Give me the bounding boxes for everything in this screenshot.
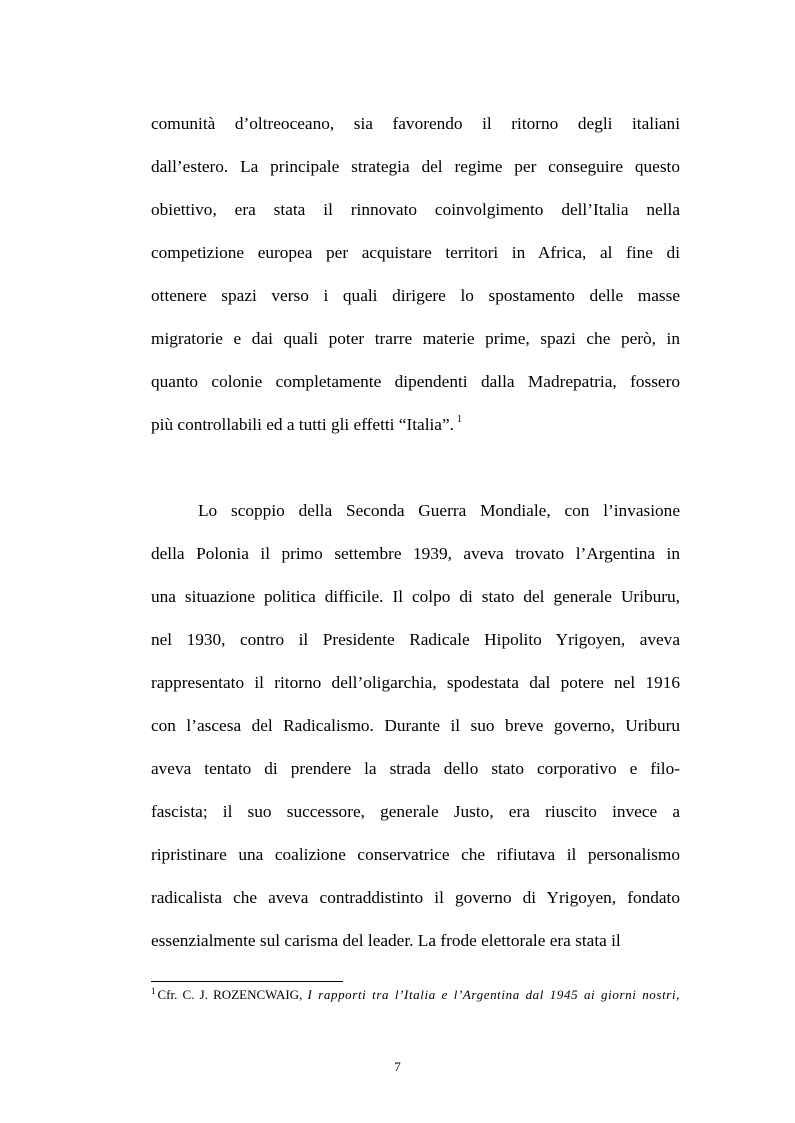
footnote-reference[interactable]: 1 [456, 414, 462, 425]
paragraph-2-line-1: Lo scoppio della Seconda Guerra Mondiale, con l’invasione [198, 501, 680, 520]
paragraph-2-line-11: essenzialmente sul carisma del leader. La frode elettorale era stata il [151, 931, 621, 950]
paragraph-1-line-4: competizione europea per acquistare territori in Africa, al fine di [151, 243, 680, 262]
paragraph-1-line-7: quanto colonie completamente dipendenti dalla Madrepatria, fossero [151, 372, 680, 391]
footnote-title: I rapporti tra l’Italia e l’Argentina dal 1945 ai giorni nostri, [307, 987, 681, 1002]
page-number: 7 [394, 1059, 401, 1074]
paragraph-1-line-3: obiettivo, era stata il rinnovato coinvolgimento dell’Italia nella [151, 200, 680, 219]
paragraph-2-line-2: della Polonia il primo settembre 1939, aveva trovato l’Argentina in [151, 544, 680, 563]
footnote-separator [151, 981, 343, 982]
paragraph-1-line-2: dall’estero. La principale strategia del regime per conseguire questo [151, 157, 680, 176]
paragraph-1-line-1: comunità d’oltreoceano, sia favorendo il ritorno degli italiani [151, 114, 680, 133]
paragraph-1-line-8-text: più controllabili ed a tutti gli effetti “Italia”. [151, 415, 454, 434]
paragraph-2-line-10: radicalista che aveva contraddistinto il governo di Yrigoyen, fondato [151, 888, 680, 907]
paragraph-2-line-8: fascista; il suo successore, generale Justo, era riuscito invece a [151, 802, 680, 821]
footnote-author: Cfr. C. J. ROZENCWAIG, [157, 987, 303, 1002]
footnote [151, 986, 680, 1004]
paragraph-2-line-9: ripristinare una coalizione conservatrice che rifiutava il personalismo [151, 845, 680, 864]
paragraph-1-line-8 [151, 414, 680, 436]
paragraph-2-line-3: una situazione politica difficile. Il colpo di stato del generale Uriburu, [151, 587, 680, 606]
paragraph-2-line-7: aveva tentato di prendere la strada dello stato corporativo e filo- [151, 759, 680, 778]
paragraph-2-line-6: con l’ascesa del Radicalismo. Durante il suo breve governo, Uriburu [151, 716, 680, 735]
paragraph-1-line-6: migratorie e dai quali poter trarre materie prime, spazi che però, in [151, 329, 680, 348]
footnote-number: 1 [151, 986, 156, 996]
paragraph-2-line-4: nel 1930, contro il Presidente Radicale Hipolito Yrigoyen, aveva [151, 630, 680, 649]
paragraph-1-line-5: ottenere spazi verso i quali dirigere lo spostamento delle masse [151, 286, 680, 305]
paragraph-2-line-5: rappresentato il ritorno dell’oligarchia, spodestata dal potere nel 1916 [151, 673, 680, 692]
